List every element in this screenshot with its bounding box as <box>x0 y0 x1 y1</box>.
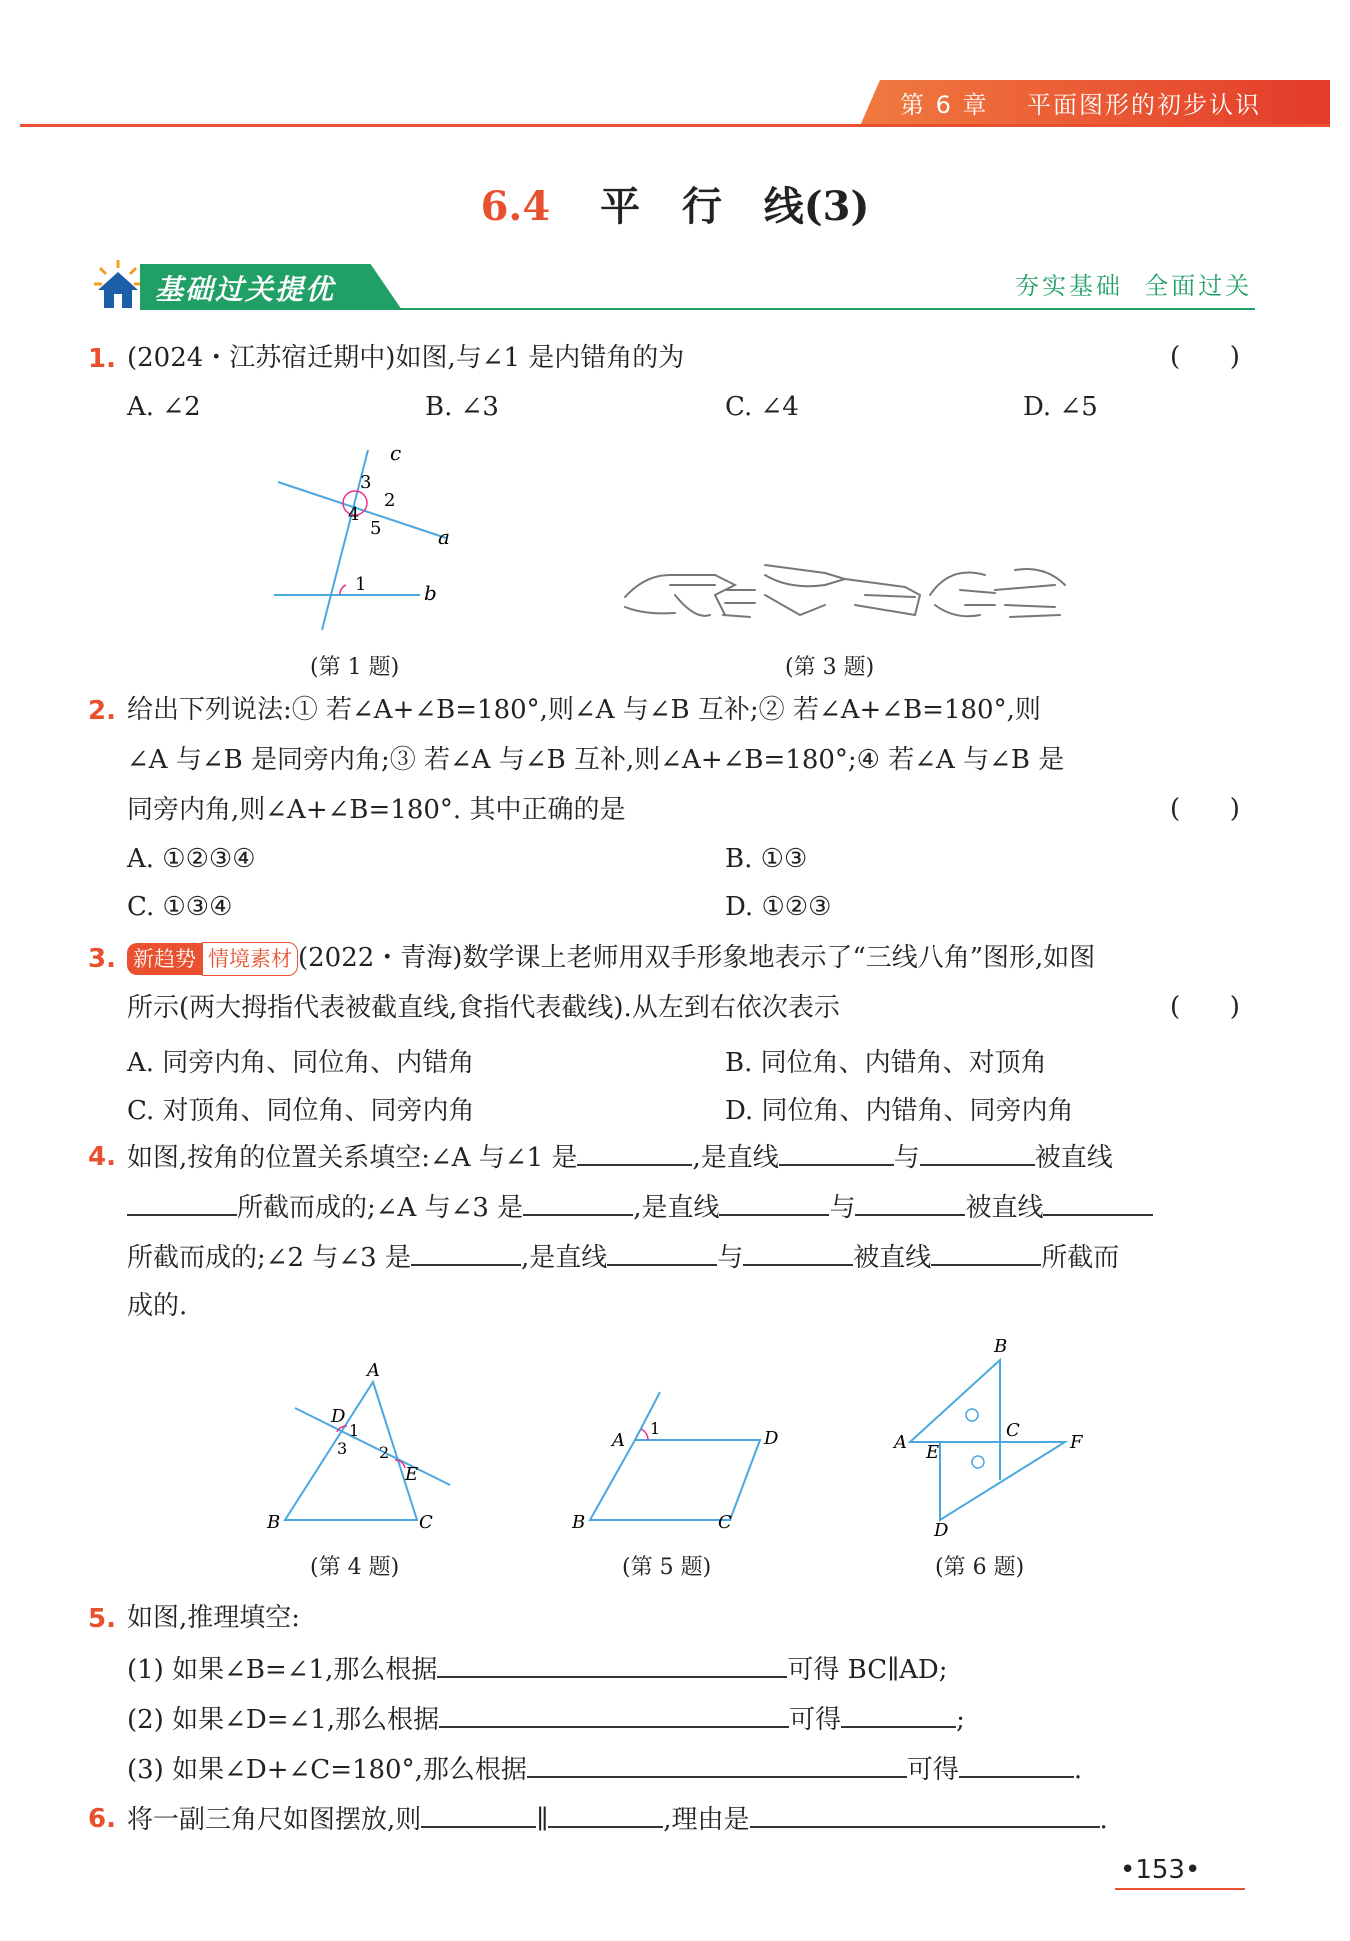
question-3-option-c[interactable]: C. 对顶角、同位角、同旁内角 <box>127 1096 475 1126</box>
question-6-number: 6. <box>88 1804 116 1834</box>
angle-1-arc <box>340 585 346 595</box>
q4-text: ,是直线 <box>692 1143 779 1173</box>
question-4-line-4: 成的. <box>127 1291 188 1321</box>
angle-1-arc <box>641 1429 648 1440</box>
figure-1 <box>260 440 480 640</box>
question-3-option-a[interactable]: A. 同旁内角、同位角、内错角 <box>127 1048 475 1078</box>
answer-blank[interactable] <box>920 1140 1035 1166</box>
label-4: 4 <box>348 504 360 525</box>
q4-text: 与 <box>829 1193 856 1223</box>
q5-text: 可得 <box>789 1705 842 1735</box>
answer-blank[interactable] <box>855 1190 965 1216</box>
label-b: B <box>267 1512 281 1530</box>
section-title: 平 行 线(3) <box>600 183 870 230</box>
figure-4 <box>255 1360 475 1530</box>
figure-3-caption: (第 3 题) <box>785 655 875 680</box>
question-4-line-3 <box>127 1240 1119 1274</box>
question-1-option-b[interactable]: B. ∠3 <box>425 392 499 422</box>
question-5-part-1 <box>127 1652 948 1686</box>
q6-text: 将一副三角尺如图摆放,则 <box>127 1805 422 1835</box>
section-rule <box>140 308 1255 310</box>
question-3-option-d[interactable]: D. 同位角、内错角、同旁内角 <box>725 1096 1074 1126</box>
answer-blank[interactable] <box>743 1240 853 1266</box>
label-f: F <box>1070 1432 1083 1453</box>
label-a: A <box>894 1432 907 1453</box>
q4-text: 所截而 <box>1041 1243 1120 1273</box>
figure-1-caption: (第 1 题) <box>310 655 400 680</box>
question-5-number: 5. <box>88 1604 116 1634</box>
triangle-ruler-2 <box>940 1442 1065 1520</box>
label-a: A <box>612 1430 625 1451</box>
figure-4-caption: (第 4 题) <box>310 1555 400 1580</box>
question-5-part-3 <box>127 1752 1082 1786</box>
q5-text: . <box>1073 1755 1083 1785</box>
answer-blank[interactable] <box>577 1140 692 1166</box>
label-e: E <box>926 1442 940 1463</box>
question-5-part-2 <box>127 1702 965 1736</box>
answer-blank[interactable] <box>750 1802 1100 1828</box>
question-4-number: 4. <box>88 1142 116 1172</box>
label-d: D <box>934 1520 949 1540</box>
line-de <box>295 1408 450 1485</box>
answer-blank[interactable] <box>437 1652 787 1678</box>
label-b: b <box>424 581 437 605</box>
ruler-hole-2 <box>972 1456 984 1468</box>
ruler-hole-1 <box>966 1409 978 1421</box>
quadrilateral-abcd <box>590 1440 760 1520</box>
answer-blank[interactable] <box>523 1190 633 1216</box>
page-number: •153• <box>1120 1855 1201 1885</box>
q4-text: 被直线 <box>1034 1143 1113 1173</box>
question-1-option-d[interactable]: D. ∠5 <box>1023 392 1098 422</box>
answer-blank[interactable] <box>439 1702 789 1728</box>
question-1-number: 1. <box>88 344 116 374</box>
header-rule <box>20 124 1330 127</box>
page-title <box>0 175 1350 232</box>
q5-text: ; <box>956 1705 965 1735</box>
label-a: A <box>367 1360 380 1381</box>
q4-text: 被直线 <box>853 1243 932 1273</box>
answer-blank[interactable] <box>841 1702 956 1728</box>
label-d: D <box>764 1428 779 1449</box>
q4-text: 与 <box>893 1143 920 1173</box>
triangle-abc <box>285 1382 417 1520</box>
q4-text: 所截而成的;∠A 与∠3 是 <box>237 1193 524 1223</box>
label-c: C <box>718 1512 732 1530</box>
label-a: a <box>438 525 450 549</box>
figure-5-caption: (第 5 题) <box>622 1555 712 1580</box>
q4-text: 与 <box>717 1243 744 1273</box>
context-tag: 情境素材 <box>202 942 298 976</box>
answer-blank[interactable] <box>719 1190 829 1216</box>
q5-text: (2) 如果∠D=∠1,那么根据 <box>127 1705 440 1735</box>
figure-5 <box>560 1380 800 1530</box>
section-number: 6.4 <box>480 183 551 230</box>
label-b: B <box>994 1336 1008 1357</box>
label-1: 1 <box>355 574 367 595</box>
parallel-symbol: ∥ <box>536 1805 549 1835</box>
label-c: C <box>1006 1420 1020 1441</box>
label-5: 5 <box>370 518 382 539</box>
question-2-line-3: 同旁内角,则∠A+∠B=180°. 其中正确的是 <box>127 795 626 825</box>
q6-text: ,理由是 <box>663 1805 750 1835</box>
answer-blank[interactable] <box>411 1240 521 1266</box>
question-3-number: 3. <box>88 944 116 974</box>
answer-blank[interactable] <box>931 1240 1041 1266</box>
q5-text: (3) 如果∠D+∠C=180°,那么根据 <box>127 1755 527 1785</box>
question-5-intro: 如图,推理填空: <box>127 1603 301 1633</box>
answer-blank[interactable] <box>607 1240 717 1266</box>
chapter-header: 第 6 章 平面图形的初步认识 <box>900 91 1262 119</box>
label-3: 3 <box>337 1439 348 1458</box>
question-3-line-1 <box>127 942 1095 976</box>
question-2-answer-paren[interactable]: ( ) <box>1170 794 1240 824</box>
label-b: B <box>572 1512 586 1530</box>
q5-text: 可得 <box>906 1755 959 1785</box>
question-3-text-1: (2022・青海)数学课上老师用双手形象地表示了“三线八角”图形,如图 <box>298 943 1096 973</box>
label-1: 1 <box>349 1421 360 1440</box>
question-3-answer-paren[interactable]: ( ) <box>1170 992 1240 1022</box>
question-2-option-b[interactable]: B. ①③ <box>725 844 808 874</box>
question-2-option-d[interactable]: D. ①②③ <box>725 892 832 922</box>
answer-blank[interactable] <box>1043 1190 1153 1216</box>
label-c: C <box>419 1512 433 1530</box>
question-1-text: (2024・江苏宿迁期中)如图,与∠1 是内错角的为 <box>127 343 685 373</box>
hand-gesture-2 <box>765 565 920 615</box>
triangle-ruler-1 <box>910 1360 1000 1442</box>
figure-3-hands <box>615 545 1075 635</box>
label-e: E <box>405 1464 419 1485</box>
label-2: 2 <box>384 490 396 511</box>
question-2-line-2: ∠A 与∠B 是同旁内角;③ 若∠A 与∠B 互补,则∠A+∠B=180°;④ 若∠A 与∠B 是 <box>127 745 1065 775</box>
hand-gesture-1 <box>625 575 755 617</box>
section-subtitle: 夯实基础 全面过关 <box>1015 272 1253 300</box>
q5-text: (1) 如果∠B=∠1,那么根据 <box>127 1655 438 1685</box>
house-icon <box>92 258 144 312</box>
answer-blank[interactable] <box>127 1190 237 1216</box>
label-c: c <box>390 441 402 465</box>
question-2-number: 2. <box>88 696 116 726</box>
figure-6 <box>890 1330 1110 1540</box>
question-1-answer-paren[interactable]: ( ) <box>1170 342 1240 372</box>
question-6-text <box>127 1802 1108 1836</box>
answer-blank[interactable] <box>779 1140 894 1166</box>
q4-text: ,是直线 <box>520 1243 608 1273</box>
q4-text: 所截而成的;∠2 与∠3 是 <box>127 1243 411 1273</box>
answer-blank[interactable] <box>959 1752 1074 1778</box>
section-banner-title: 基础过关提优 <box>155 273 336 306</box>
question-4-line-2 <box>127 1190 1153 1224</box>
question-3-option-b[interactable]: B. 同位角、内错角、对顶角 <box>725 1048 1047 1078</box>
question-3-line-2: 所示(两大拇指代表被截直线,食指代表截线).从左到右依次表示 <box>127 993 840 1023</box>
label-d: D <box>331 1406 346 1427</box>
answer-blank[interactable] <box>421 1802 536 1828</box>
q5-text: 可得 BC∥AD; <box>787 1655 948 1685</box>
q4-text: 如图,按角的位置关系填空:∠A 与∠1 是 <box>127 1143 578 1173</box>
hand-gesture-3 <box>930 569 1065 617</box>
label-1: 1 <box>650 1419 661 1438</box>
trend-tag: 新趋势 <box>127 943 202 975</box>
figure-6-caption: (第 6 题) <box>935 1555 1025 1580</box>
question-2-line-1: 给出下列说法:① 若∠A+∠B=180°,则∠A 与∠B 互补;② 若∠A+∠B=180°,则 <box>127 695 1041 725</box>
q6-text: . <box>1099 1805 1108 1835</box>
question-2-option-a[interactable]: A. ①②③④ <box>127 844 256 874</box>
label-2: 2 <box>379 1443 390 1462</box>
question-1-option-c[interactable]: C. ∠4 <box>725 392 799 422</box>
answer-blank[interactable] <box>548 1802 663 1828</box>
page-number-rule <box>1115 1888 1245 1890</box>
question-1-option-a[interactable]: A. ∠2 <box>127 392 201 422</box>
answer-blank[interactable] <box>527 1752 907 1778</box>
q4-text: 被直线 <box>965 1193 1044 1223</box>
question-2-option-c[interactable]: C. ①③④ <box>127 892 233 922</box>
label-3: 3 <box>360 472 372 493</box>
q4-text: ,是直线 <box>633 1193 720 1223</box>
question-4-line-1 <box>127 1140 1113 1174</box>
